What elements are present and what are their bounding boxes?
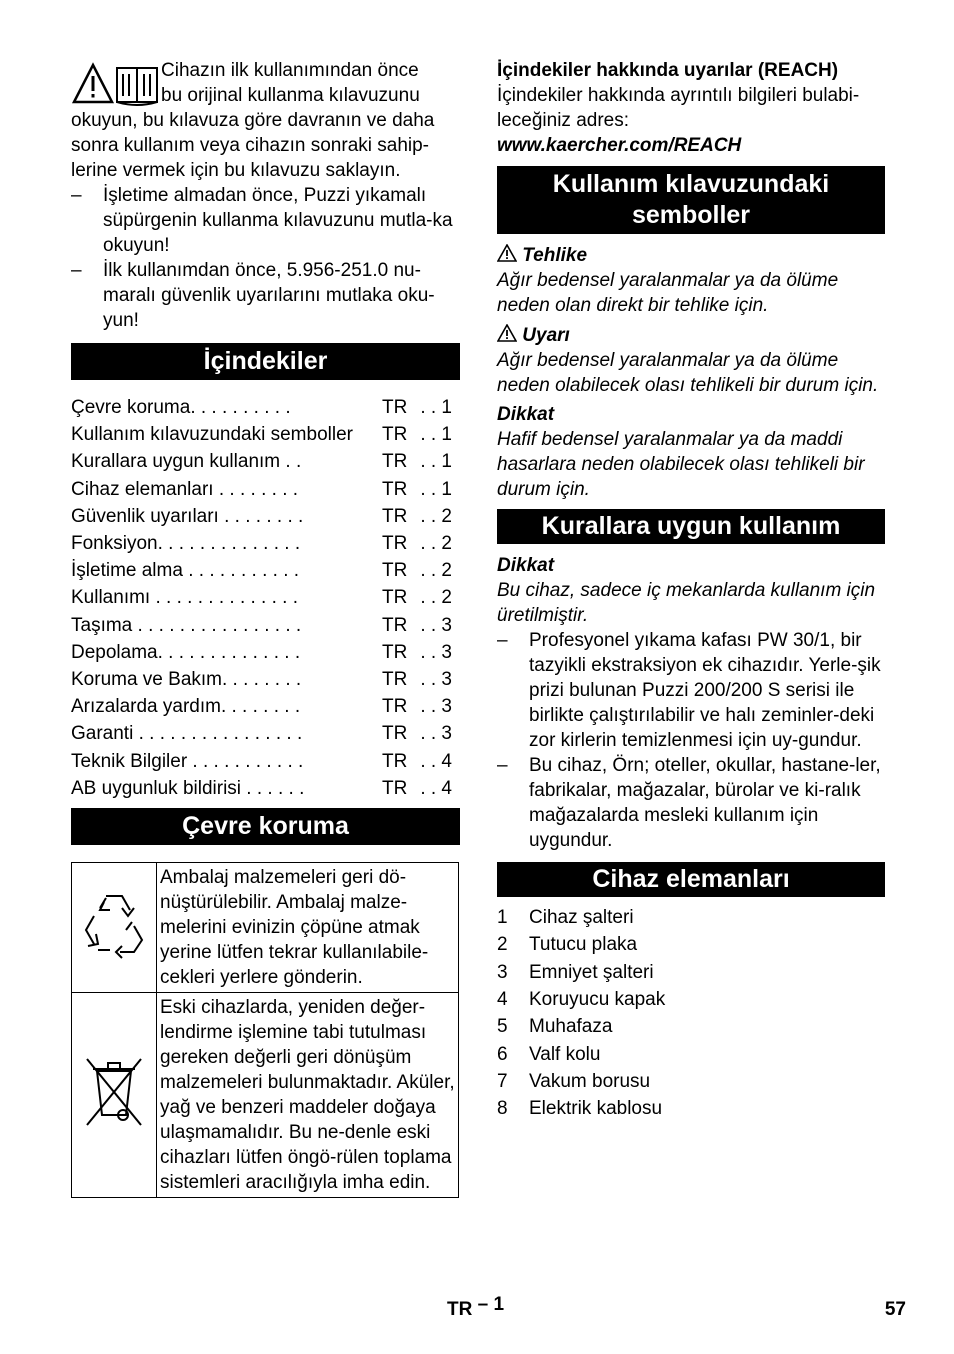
footer-sep: – 1: [477, 1294, 505, 1315]
toc-page: . . 1: [420, 451, 452, 473]
bullet-dash: –: [71, 185, 82, 206]
toc-title: Depolama. . . . . . . . . . . . . .: [71, 641, 301, 663]
footer-lang-code: TR: [447, 1299, 473, 1320]
toc-lang: TR: [382, 397, 408, 419]
recycle-cell: [72, 862, 157, 992]
intro-line-2: bu orijinal kullanma kılavuzunu: [161, 85, 420, 106]
usage-bullet: [497, 628, 885, 753]
elements-heading: Cihaz elemanları: [497, 862, 885, 897]
toc-title: AB uygunluk bildirisi . . . . . .: [71, 777, 305, 799]
element-number: 4: [497, 989, 508, 1011]
element-label: Cihaz şalteri: [529, 907, 634, 929]
element-item: [497, 1013, 885, 1040]
element-number: 8: [497, 1098, 508, 1120]
toc-title: İşletime alma . . . . . . . . . . .: [71, 560, 300, 582]
element-number: 7: [497, 1070, 508, 1092]
toc-lang: TR: [382, 668, 408, 690]
env-table: [71, 862, 459, 1198]
toc-title: Çevre koruma. . . . . . . . . .: [71, 397, 291, 419]
toc-lang: TR: [382, 696, 408, 718]
warning-manual-icons: [71, 62, 161, 108]
toc-title: Taşıma . . . . . . . . . . . . . . . .: [71, 614, 302, 636]
toc-row: [71, 612, 460, 639]
usage-caution-label: Dikkat: [497, 555, 555, 576]
toc-page: . . 3: [420, 641, 452, 663]
toc-lang: TR: [382, 560, 408, 582]
manual-book-icon: [117, 68, 157, 105]
element-item: [497, 959, 885, 986]
element-item: [497, 1040, 885, 1067]
element-label: Koruyucu kapak: [529, 989, 666, 1011]
toc-title: Arızalarda yardım. . . . . . . .: [71, 696, 301, 718]
toc-lang: TR: [382, 505, 408, 527]
warning-triangle-icon: [74, 65, 112, 102]
toc-row: [71, 693, 460, 720]
element-label: Valf kolu: [529, 1043, 601, 1065]
toc-page: . . 2: [420, 505, 452, 527]
element-item: [497, 986, 885, 1013]
toc-lang: TR: [382, 587, 408, 609]
toc-heading: İçindekiler: [71, 343, 460, 380]
caution-label: Dikkat: [497, 404, 555, 425]
usage-bullet: [497, 753, 885, 853]
bullet-text: İlk kullanımdan önce, 5.956-251.0 nu-maralı güvenlik uyarılarını mutlaka oku-yun!: [103, 260, 435, 331]
elements-list: [497, 904, 885, 1122]
toc-page: . . 3: [420, 614, 452, 636]
toc-row: [71, 503, 460, 530]
danger-text: Ağır bedensel yaralanmalar ya da ölüme neden olan direkt bir tehlike için.: [497, 270, 839, 316]
toc-page: . . 1: [420, 424, 452, 446]
element-label: Muhafaza: [529, 1016, 613, 1038]
intro-continued: okuyun, bu kılavuza göre davranın ve daha sonra kullanım veya cihazın sonraki sahip-lerine vermek için bu kılavuzu saklayın.: [71, 110, 435, 181]
reach-title: İçindekiler hakkında uyarılar (REACH): [497, 60, 839, 81]
recycle-text: Ambalaj malzemeleri geri dö-nüştürülebilir. Ambalaj malze-melerini evinizin çöpüne atmak yerine lütfen tekrar kullanılabile-cekleri yerlere gönderin.: [157, 862, 459, 992]
toc-page: . . 1: [420, 478, 452, 500]
danger-label: Tehlike: [522, 245, 588, 266]
intro-line-1: Cihazın ilk kullanımından önce: [161, 60, 419, 81]
element-item: [497, 1068, 885, 1095]
element-label: Tutucu plaka: [529, 934, 638, 956]
bullet-text: Bu cihaz, Örn; oteller, okullar, hastane-ler, fabrikalar, mağazalar, bürolar ve ki-ralık mağazalarda mesleki kullanım için uygundur.: [529, 755, 881, 851]
bullet-dash: –: [497, 630, 508, 651]
element-number: 2: [497, 934, 508, 956]
reach-url[interactable]: www.kaercher.com/REACH: [497, 135, 742, 156]
footer-lang: [447, 1294, 505, 1322]
toc-page: . . 3: [420, 723, 452, 745]
toc-lang: TR: [382, 723, 408, 745]
toc-row: [71, 448, 460, 475]
bullet-dash: –: [497, 755, 508, 776]
toc-title: Kullanımı . . . . . . . . . . . . . .: [71, 587, 299, 609]
caution-text: Hafif bedensel yaralanmalar ya da maddi hasarlara neden olabilecek olası tehlikeli bir durum için.: [497, 429, 865, 500]
element-label: Emniyet şalteri: [529, 961, 654, 983]
bin-cell: [72, 992, 157, 1197]
element-item: [497, 1095, 885, 1122]
toc-title: Güvenlik uyarıları . . . . . . . .: [71, 505, 304, 527]
element-number: 3: [497, 961, 508, 983]
toc-list: [71, 394, 460, 802]
toc-title: Kurallara uygun kullanım . .: [71, 451, 302, 473]
toc-lang: TR: [382, 777, 408, 799]
element-item: [497, 904, 885, 931]
intro: [71, 58, 460, 333]
intro-bullet: [71, 183, 460, 258]
left-column: [71, 58, 460, 1198]
element-number: 6: [497, 1043, 508, 1065]
toc-lang: TR: [382, 424, 408, 446]
bullet-dash: –: [71, 260, 82, 281]
toc-title: Kullanım kılavuzundaki semboller: [71, 424, 353, 446]
toc-row: [71, 775, 460, 802]
toc-row: [71, 476, 460, 503]
toc-page: . . 4: [420, 777, 452, 799]
toc-title: Cihaz elemanları . . . . . . . .: [71, 478, 299, 500]
warning-label-row: [497, 323, 885, 348]
toc-row: [71, 557, 460, 584]
toc-row: [71, 747, 460, 774]
toc-lang: TR: [382, 614, 408, 636]
bin-text: Eski cihazlarda, yeniden değer-lendirme işlemine tabi tutulması gereken değerli geri dönüşüm malzemeleri bulunmaktadır. Aküler, yağ ve benzeri maddeler doğaya ulaşmamalıdır. Bu ne-denle eski cihazları lütfen öngö-rülen toplama sistemleri aracılığıyla imha edin.: [157, 992, 459, 1197]
toc-title: Garanti . . . . . . . . . . . . . . . .: [71, 723, 303, 745]
element-number: 5: [497, 1016, 508, 1038]
recycle-icon: [76, 886, 152, 962]
crossed-bin-icon: [79, 1051, 149, 1131]
toc-page: . . 2: [420, 587, 452, 609]
warning-triangle-icon: [497, 244, 517, 262]
toc-page: . . 4: [420, 750, 452, 772]
toc-title: Fonksiyon. . . . . . . . . . . . . .: [71, 533, 301, 555]
toc-page: . . 2: [420, 533, 452, 555]
toc-row: [71, 639, 460, 666]
toc-row: [71, 584, 460, 611]
toc-page: . . 1: [420, 397, 452, 419]
toc-row: [71, 720, 460, 747]
reach-text: İçindekiler hakkında ayrıntılı bilgileri bulabi-leceğiniz adres:: [497, 85, 860, 131]
intro-bullet: [71, 258, 460, 333]
warning-text: Ağır bedensel yaralanmalar ya da ölüme neden olabilecek olası tehlikeli bir durum için.: [497, 350, 879, 396]
warning-label: Uyarı: [522, 325, 570, 346]
toc-row: [71, 530, 460, 557]
page-number: 57: [884, 1299, 906, 1320]
right-column: [497, 58, 885, 1122]
toc-lang: TR: [382, 533, 408, 555]
toc-lang: TR: [382, 641, 408, 663]
usage-heading: Kurallara uygun kullanım: [497, 509, 885, 544]
toc-row: [71, 394, 460, 421]
toc-lang: TR: [382, 478, 408, 500]
toc-page: . . 2: [420, 560, 452, 582]
symbols-heading: Kullanım kılavuzundaki semboller: [497, 166, 885, 234]
element-number: 1: [497, 907, 508, 929]
toc-title: Koruma ve Bakım. . . . . . . .: [71, 668, 302, 690]
toc-page: . . 3: [420, 668, 452, 690]
toc-lang: TR: [382, 451, 408, 473]
toc-title: Teknik Bilgiler . . . . . . . . . . .: [71, 750, 304, 772]
element-label: Vakum borusu: [529, 1070, 651, 1092]
bullet-text: İşletime almadan önce, Puzzi yıkamalı süpürgenin kullanma kılavuzunu mutla-ka okuyun!: [103, 185, 453, 256]
danger-label-row: [497, 243, 885, 268]
element-item: [497, 931, 885, 958]
toc-row: [71, 666, 460, 693]
warning-triangle-icon: [497, 324, 517, 342]
bullet-text: Profesyonel yıkama kafası PW 30/1, bir tazyikli ekstraksiyon ek cihazıdır. Yerle-şik prizi bulunan Puzzi 200/200 S serisi ile birlikte çalıştırılabilir ve halı zeminler-deki zor kirlerin temizlenmesi için uy-gundur.: [529, 630, 881, 751]
toc-lang: TR: [382, 750, 408, 772]
toc-row: [71, 421, 460, 448]
usage-caution-text: Bu cihaz, sadece iç mekanlarda kullanım için üretilmiştir.: [497, 580, 876, 626]
toc-page: . . 3: [420, 696, 452, 718]
element-label: Elektrik kablosu: [529, 1098, 663, 1120]
env-heading: Çevre koruma: [71, 808, 460, 845]
